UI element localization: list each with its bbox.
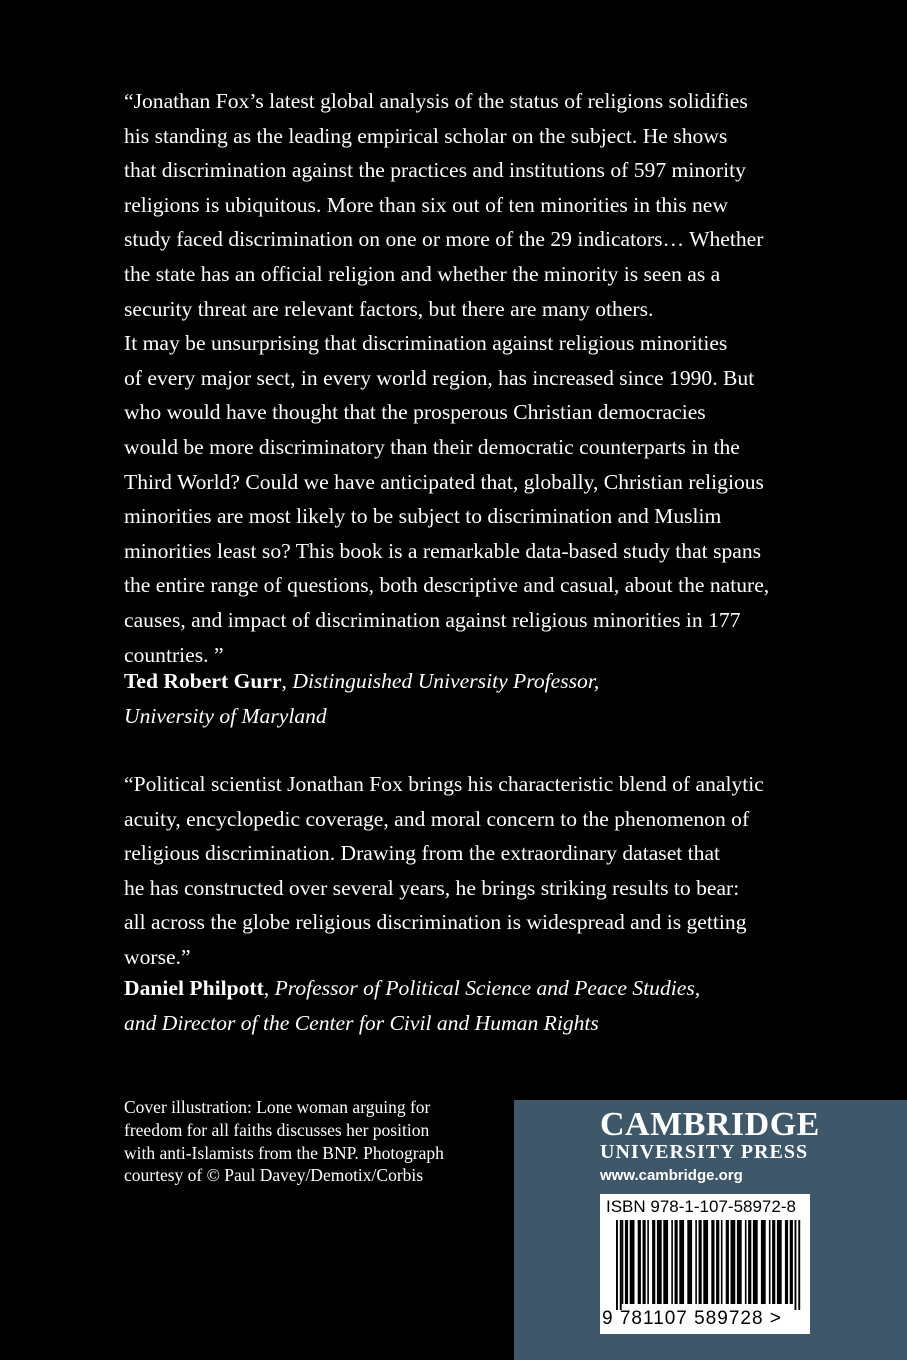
barcode-bar xyxy=(671,1220,673,1304)
barcode-bar xyxy=(625,1220,628,1304)
endorsement-attribution-1 xyxy=(124,664,824,733)
endorser-affiliation: and Director of the Center for Civil and Human Rights xyxy=(124,1010,599,1035)
endorser-title: Professor of Political Science and Peace Studies, xyxy=(274,976,701,1000)
barcode-bar xyxy=(753,1220,758,1304)
barcode-bar xyxy=(679,1220,684,1304)
barcode-bar xyxy=(699,1220,702,1304)
barcode-bars xyxy=(616,1220,802,1310)
barcode-bar xyxy=(785,1220,788,1304)
barcode-bar xyxy=(622,1220,624,1304)
barcode-bar xyxy=(737,1220,742,1304)
publisher-logo-text: CAMBRIDGE xyxy=(600,1106,820,1143)
barcode-bar xyxy=(777,1220,782,1304)
barcode-bar xyxy=(772,1220,775,1304)
barcode-bar xyxy=(745,1220,747,1304)
barcode-bar xyxy=(638,1220,641,1304)
attribution-separator: , xyxy=(281,669,293,693)
endorser-name: Daniel Philpott xyxy=(124,976,264,1000)
barcode-bar xyxy=(652,1220,655,1304)
endorser-name: Ted Robert Gurr xyxy=(124,669,282,693)
barcode-bar xyxy=(647,1220,649,1304)
barcode-bar xyxy=(711,1220,714,1304)
barcode-digits: 9 781107 589728 > xyxy=(602,1308,782,1329)
barcode-bar xyxy=(657,1220,662,1304)
publisher-url: www.cambridge.org xyxy=(600,1167,743,1184)
barcode-bar xyxy=(663,1220,668,1304)
barcode-bar xyxy=(748,1220,751,1304)
endorser-affiliation: University of Maryland xyxy=(124,703,327,728)
barcode-bar xyxy=(620,1220,622,1310)
barcode-bar xyxy=(761,1220,766,1304)
isbn-label: ISBN 978-1-107-58972-8 xyxy=(606,1197,796,1216)
barcode-bar xyxy=(616,1220,618,1310)
barcode-bar xyxy=(687,1220,692,1304)
endorsement-quote-1: “Jonathan Fox’s latest global analysis of the status of religions solidifies his standing as the leading empirical scholar on the subject. He shows that discrimination against the practices and institutions of 597 minority religions is ubiquitous. More than six out of ten minorities in this new study faced discrimination on one or more of the 29 indicators… Whether the state has an official religion and whether the minority is seen as a security threat are relevant factors, but there are many others. It may be unsurprising that discrimination against religious minorities of every major sect, in every world region, has increased since 1990. But who would have thought that the prosperous Christian democracies would be more discriminatory than their democratic counterparts in the Third World? Could we have anticipated that, globally, Christian religious minorities are most likely to be subject to discrimination and Muslim minorities least so? This book is a remarkable data-based study that spans the entire range of questions, both descriptive and casual, about the nature, causes, and impact of discrimination against religious minorities in 177 countries. ” xyxy=(124,89,770,667)
isbn-barcode xyxy=(600,1194,810,1334)
barcode-bar xyxy=(769,1220,771,1304)
barcode-bar xyxy=(731,1220,736,1304)
barcode-bar xyxy=(695,1220,697,1304)
barcode-bar xyxy=(721,1220,723,1304)
endorser-title: Distinguished University Professor, xyxy=(292,669,600,693)
endorsement-attribution-2 xyxy=(124,971,824,1040)
publisher-subtitle: UNIVERSITY PRESS xyxy=(600,1141,809,1163)
barcode-bar xyxy=(726,1220,729,1304)
barcode-bar xyxy=(798,1220,800,1310)
publisher-panel xyxy=(514,1100,907,1360)
attribution-separator: , xyxy=(263,976,275,1000)
barcode-bar xyxy=(703,1220,708,1304)
endorsement-quote-2: “Political scientist Jonathan Fox brings his characteristic blend of analytic acuity, encyclopedic coverage, and moral concern to the phenomenon of religious discrimination. Drawing from the extraordinary dataset that he has constructed over several years, he brings striking results to bear: all across the globe religious discrimination is widespread and is getting worse.” xyxy=(124,772,764,969)
barcode-bar xyxy=(790,1220,793,1304)
barcode-bar xyxy=(795,1220,797,1310)
barcode-bar xyxy=(716,1220,719,1304)
cover-illustration-caption: Cover illustration: Lone woman arguing for freedom for all faiths discusses her position with anti-Islamists from the BNP. Photograph courtesy of © Paul Davey/Demotix/Corbis xyxy=(124,1097,444,1186)
barcode-bar xyxy=(675,1220,678,1304)
barcode-bar xyxy=(643,1220,646,1304)
barcode-bar xyxy=(630,1220,635,1304)
